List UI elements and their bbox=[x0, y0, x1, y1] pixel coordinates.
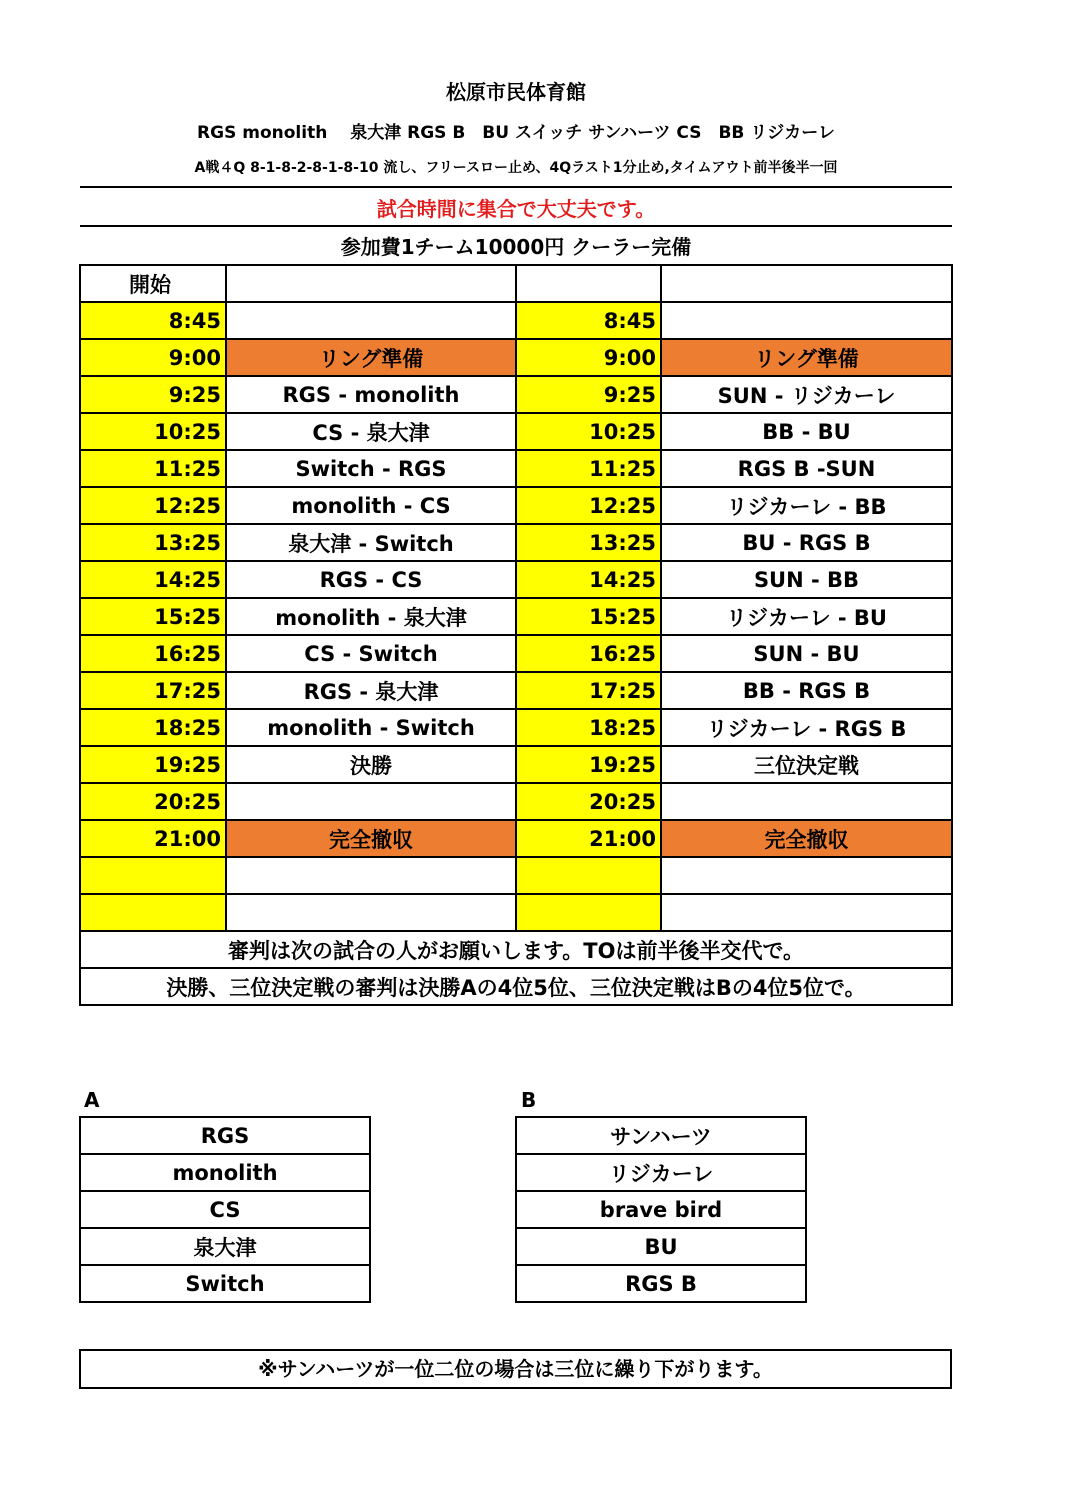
schedule-row bbox=[80, 894, 952, 931]
group-b-team: リジカーレ bbox=[516, 1154, 806, 1191]
group-row bbox=[516, 1228, 806, 1265]
match-cell: CS - Switch bbox=[226, 635, 516, 672]
footnote: ※サンハーツが一位二位の場合は三位に繰り下がります。 bbox=[79, 1349, 952, 1389]
notice-text: 試合時間に集合で大丈夫です。 bbox=[376, 197, 656, 221]
time-cell bbox=[516, 894, 661, 931]
group-a-team: Switch bbox=[80, 1265, 370, 1302]
start-header: 開始 bbox=[80, 265, 226, 302]
match-cell: BU - RGS B bbox=[661, 524, 952, 561]
time-cell: 9:00 bbox=[516, 339, 661, 376]
fee-text: 参加費1チーム10000円 クーラー完備 bbox=[340, 235, 692, 259]
schedule-row bbox=[80, 524, 952, 561]
match-cell: リジカーレ - BU bbox=[661, 598, 952, 635]
time-cell bbox=[516, 857, 661, 894]
group-a-table bbox=[79, 1116, 371, 1303]
time-cell: 12:25 bbox=[516, 487, 661, 524]
match-cell bbox=[226, 302, 516, 339]
schedule-row bbox=[80, 820, 952, 857]
schedule-row bbox=[80, 376, 952, 413]
time-cell: 20:25 bbox=[80, 783, 226, 820]
match-cell: 完全撤収 bbox=[226, 820, 516, 857]
rules-line: A戦４Q 8-1-8-2-8-1-8-10 流し、フリースロー止め、4Qラスト1分止め,タイムアウト前半後半一回 bbox=[194, 160, 838, 176]
group-row bbox=[80, 1265, 370, 1302]
time-cell: 14:25 bbox=[516, 561, 661, 598]
time-cell: 13:25 bbox=[80, 524, 226, 561]
time-cell: 14:25 bbox=[80, 561, 226, 598]
time-cell: 8:45 bbox=[516, 302, 661, 339]
time-cell: 19:25 bbox=[80, 746, 226, 783]
time-cell: 9:25 bbox=[80, 376, 226, 413]
group-a-team: RGS bbox=[80, 1117, 370, 1154]
match-cell: Switch - RGS bbox=[226, 450, 516, 487]
group-b-label: B bbox=[521, 1088, 537, 1112]
divider bbox=[80, 186, 952, 188]
match-cell: monolith - 泉大津 bbox=[226, 598, 516, 635]
match-cell: CS - 泉大津 bbox=[226, 413, 516, 450]
match-cell: BB - RGS B bbox=[661, 672, 952, 709]
match-cell bbox=[226, 894, 516, 931]
empty-cell bbox=[516, 265, 661, 302]
match-cell: BB - BU bbox=[661, 413, 952, 450]
time-cell: 12:25 bbox=[80, 487, 226, 524]
time-cell: 17:25 bbox=[516, 672, 661, 709]
schedule-footer-row bbox=[80, 931, 952, 968]
time-cell: 11:25 bbox=[80, 450, 226, 487]
schedule-row bbox=[80, 635, 952, 672]
group-row bbox=[516, 1265, 806, 1302]
time-cell: 18:25 bbox=[516, 709, 661, 746]
schedule-row bbox=[80, 413, 952, 450]
schedule-row bbox=[80, 746, 952, 783]
schedule-row bbox=[80, 857, 952, 894]
group-b-team: RGS B bbox=[516, 1265, 806, 1302]
group-b-team: サンハーツ bbox=[516, 1117, 806, 1154]
time-cell: 16:25 bbox=[80, 635, 226, 672]
schedule-row bbox=[80, 339, 952, 376]
schedule-row bbox=[80, 561, 952, 598]
group-a-team: 泉大津 bbox=[80, 1228, 370, 1265]
match-cell: RGS - 泉大津 bbox=[226, 672, 516, 709]
time-cell: 10:25 bbox=[516, 413, 661, 450]
group-a-label: A bbox=[84, 1088, 100, 1112]
match-cell: monolith - CS bbox=[226, 487, 516, 524]
match-cell bbox=[226, 783, 516, 820]
empty-cell bbox=[661, 265, 952, 302]
match-cell bbox=[661, 857, 952, 894]
match-cell: リング準備 bbox=[226, 339, 516, 376]
time-cell: 9:25 bbox=[516, 376, 661, 413]
time-cell: 20:25 bbox=[516, 783, 661, 820]
match-cell: SUN - リジカーレ bbox=[661, 376, 952, 413]
time-cell: 9:00 bbox=[80, 339, 226, 376]
group-row bbox=[516, 1154, 806, 1191]
group-row bbox=[516, 1191, 806, 1228]
match-cell: RGS - CS bbox=[226, 561, 516, 598]
schedule-row bbox=[80, 598, 952, 635]
venue-title: 松原市民体育館 bbox=[446, 80, 586, 104]
group-row bbox=[80, 1154, 370, 1191]
group-row bbox=[80, 1117, 370, 1154]
time-cell: 15:25 bbox=[80, 598, 226, 635]
time-cell: 8:45 bbox=[80, 302, 226, 339]
match-cell: monolith - Switch bbox=[226, 709, 516, 746]
match-cell: SUN - BU bbox=[661, 635, 952, 672]
group-row bbox=[516, 1117, 806, 1154]
schedule-footer-row bbox=[80, 968, 952, 1005]
schedule-row bbox=[80, 709, 952, 746]
match-cell: リジカーレ - BB bbox=[661, 487, 952, 524]
schedule-table bbox=[79, 264, 953, 1006]
group-a-team: monolith bbox=[80, 1154, 370, 1191]
time-cell: 11:25 bbox=[516, 450, 661, 487]
match-cell: RGS - monolith bbox=[226, 376, 516, 413]
time-cell: 21:00 bbox=[516, 820, 661, 857]
time-cell: 10:25 bbox=[80, 413, 226, 450]
group-b-team: brave bird bbox=[516, 1191, 806, 1228]
time-cell: 16:25 bbox=[516, 635, 661, 672]
match-cell: 三位決定戦 bbox=[661, 746, 952, 783]
match-cell bbox=[226, 857, 516, 894]
time-cell: 21:00 bbox=[80, 820, 226, 857]
match-cell bbox=[661, 783, 952, 820]
match-cell bbox=[661, 894, 952, 931]
schedule-row bbox=[80, 487, 952, 524]
match-cell: RGS B -SUN bbox=[661, 450, 952, 487]
match-cell bbox=[661, 302, 952, 339]
match-cell: 完全撤収 bbox=[661, 820, 952, 857]
group-b-table bbox=[515, 1116, 807, 1303]
referee-note: 審判は次の試合の人がお願いします。TOは前半後半交代で。 bbox=[80, 931, 952, 968]
final-referee-note: 決勝、三位決定戦の審判は決勝Aの4位5位、三位決定戦はBの4位5位で。 bbox=[80, 968, 952, 1005]
empty-cell bbox=[226, 265, 516, 302]
match-cell: リング準備 bbox=[661, 339, 952, 376]
group-a-team: CS bbox=[80, 1191, 370, 1228]
group-row bbox=[80, 1228, 370, 1265]
match-cell: 決勝 bbox=[226, 746, 516, 783]
time-cell: 17:25 bbox=[80, 672, 226, 709]
schedule-header-row bbox=[80, 265, 952, 302]
match-cell: SUN - BB bbox=[661, 561, 952, 598]
group-b-team: BU bbox=[516, 1228, 806, 1265]
schedule-row bbox=[80, 302, 952, 339]
time-cell: 19:25 bbox=[516, 746, 661, 783]
time-cell bbox=[80, 894, 226, 931]
time-cell bbox=[80, 857, 226, 894]
time-cell: 18:25 bbox=[80, 709, 226, 746]
schedule-row bbox=[80, 672, 952, 709]
group-row bbox=[80, 1191, 370, 1228]
match-cell: 泉大津 - Switch bbox=[226, 524, 516, 561]
schedule-row bbox=[80, 450, 952, 487]
time-cell: 15:25 bbox=[516, 598, 661, 635]
divider bbox=[80, 225, 952, 227]
time-cell: 13:25 bbox=[516, 524, 661, 561]
schedule-row bbox=[80, 783, 952, 820]
match-cell: リジカーレ - RGS B bbox=[661, 709, 952, 746]
teams-line: RGS monolith 泉大津 RGS B BU スイッチ サンハーツ CS BB リジカーレ bbox=[197, 123, 835, 143]
